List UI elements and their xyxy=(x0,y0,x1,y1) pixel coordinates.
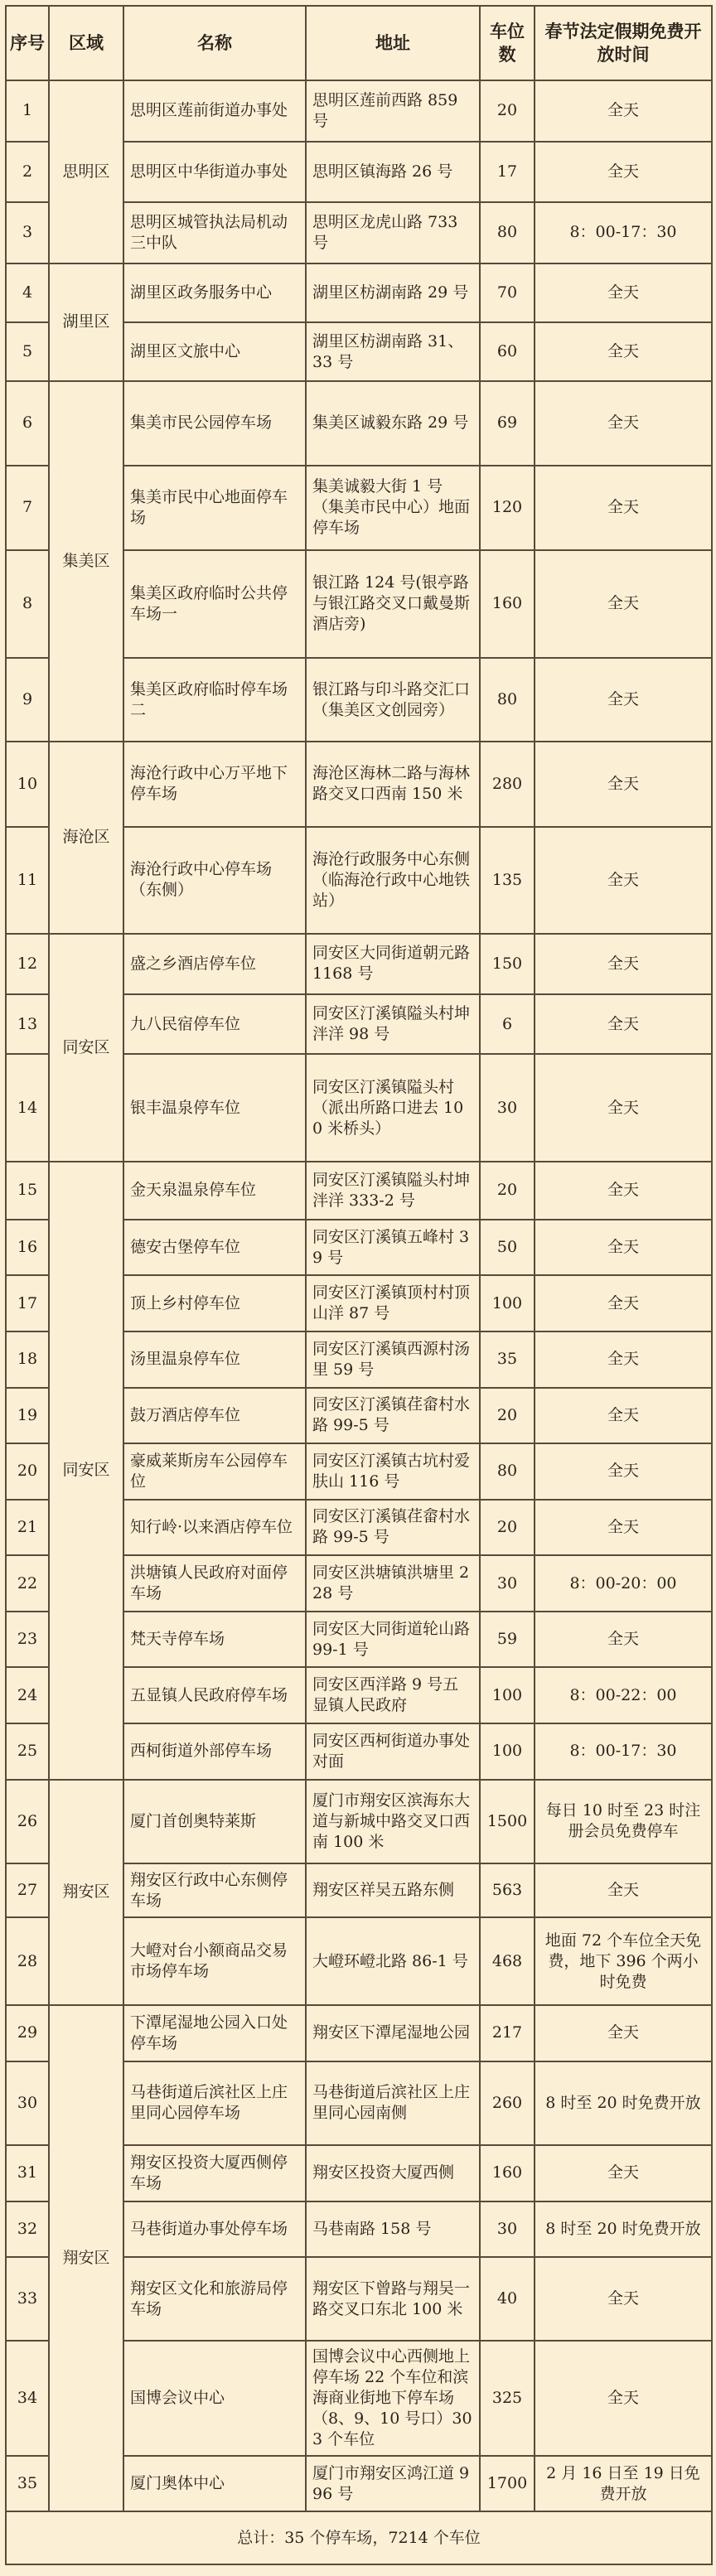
row-spaces: 30 xyxy=(480,1555,535,1612)
row-address: 翔安区祥吴五路东侧 xyxy=(306,1863,480,1917)
row-spaces: 30 xyxy=(480,2201,535,2258)
row-time: 8 时至 20 时免费开放 xyxy=(535,2201,712,2258)
row-name: 九八民宿停车位 xyxy=(123,994,306,1054)
row-spaces: 135 xyxy=(480,827,535,934)
row-time: 全天 xyxy=(535,658,712,742)
table-row xyxy=(6,934,712,995)
row-address: 思明区镇海路 26 号 xyxy=(306,142,480,202)
row-address: 海沧行政服务中心东侧（临海沧行政中心地铁站） xyxy=(306,827,480,934)
row-address: 同安区汀溪镇五峰村 39 号 xyxy=(306,1220,480,1276)
total-row xyxy=(6,2511,712,2564)
row-address: 翔安区投资大厦西侧 xyxy=(306,2145,480,2201)
row-spaces: 40 xyxy=(480,2257,535,2341)
row-address: 湖里区枋湖南路 31、33 号 xyxy=(306,322,480,381)
row-address: 银江路与印斗路交汇口（集美区文创园旁） xyxy=(306,658,480,742)
row-name: 翔安区投资大厦西侧停车场 xyxy=(123,2145,306,2201)
row-seq: 24 xyxy=(6,1667,49,1723)
table-row xyxy=(6,2005,712,2061)
header-row xyxy=(6,6,712,80)
row-name: 集美市民公园停车场 xyxy=(123,381,306,465)
header-seq: 序号 xyxy=(6,6,49,80)
row-name: 国博会议中心 xyxy=(123,2341,306,2455)
row-name: 集美区政府临时停车场二 xyxy=(123,658,306,742)
row-time: 全天 xyxy=(535,142,712,202)
row-spaces: 35 xyxy=(480,1331,535,1388)
row-time: 全天 xyxy=(535,1054,712,1162)
row-seq: 23 xyxy=(6,1612,49,1668)
row-time: 全天 xyxy=(535,80,712,142)
row-time: 全天 xyxy=(535,2257,712,2341)
row-address: 马巷南路 158 号 xyxy=(306,2201,480,2258)
row-address: 同安区汀溪镇西源村汤里 59 号 xyxy=(306,1331,480,1388)
row-district: 海沧区 xyxy=(49,742,123,933)
row-seq: 30 xyxy=(6,2061,49,2145)
row-seq: 34 xyxy=(6,2341,49,2455)
row-seq: 14 xyxy=(6,1054,49,1162)
row-name: 湖里区政务服务中心 xyxy=(123,263,306,323)
parking-lot-table xyxy=(5,5,713,2565)
row-time: 全天 xyxy=(535,466,712,550)
row-name: 豪威莱斯房车公园停车位 xyxy=(123,1443,306,1500)
row-address: 翔安区下曾路与翔吴一路交叉口东北 100 米 xyxy=(306,2257,480,2341)
row-name: 汤里温泉停车位 xyxy=(123,1331,306,1388)
row-seq: 27 xyxy=(6,1863,49,1917)
row-spaces: 1700 xyxy=(480,2456,535,2512)
row-name: 德安古堡停车位 xyxy=(123,1220,306,1276)
row-time: 2 月 16 日至 19 日免费开放 xyxy=(535,2456,712,2512)
row-address: 海沧区海林二路与海林路交叉口西南 150 米 xyxy=(306,742,480,826)
row-name: 湖里区文旅中心 xyxy=(123,322,306,381)
row-address: 同安区西洋路 9 号五显镇人民政府 xyxy=(306,1667,480,1723)
row-address: 集美诚毅大街 1 号（集美市民中心）地面停车场 xyxy=(306,466,480,550)
row-seq: 8 xyxy=(6,550,49,658)
row-time: 全天 xyxy=(535,1612,712,1668)
row-name: 银丰温泉停车位 xyxy=(123,1054,306,1162)
row-district: 同安区 xyxy=(49,1162,123,1779)
row-spaces: 280 xyxy=(480,742,535,826)
row-seq: 7 xyxy=(6,466,49,550)
row-name: 思明区中华街道办事处 xyxy=(123,142,306,202)
row-name: 马巷街道办事处停车场 xyxy=(123,2201,306,2258)
row-spaces: 160 xyxy=(480,550,535,658)
row-name: 海沧行政中心万平地下停车场 xyxy=(123,742,306,826)
row-time: 8：00-17：30 xyxy=(535,1723,712,1780)
row-seq: 16 xyxy=(6,1220,49,1276)
row-time: 全天 xyxy=(535,381,712,465)
row-seq: 4 xyxy=(6,263,49,323)
row-name: 知行岭·以来酒店停车位 xyxy=(123,1500,306,1556)
row-address: 同安区洪塘镇洪塘里 228 号 xyxy=(306,1555,480,1612)
row-address: 同安区汀溪镇隘头村坤泮洋 333-2 号 xyxy=(306,1162,480,1220)
row-time: 全天 xyxy=(535,1331,712,1388)
row-time: 8：00-17：30 xyxy=(535,202,712,263)
row-spaces: 80 xyxy=(480,1443,535,1500)
row-time: 全天 xyxy=(535,2005,712,2061)
row-time: 8：00-22：00 xyxy=(535,1667,712,1723)
row-time: 8：00-20：00 xyxy=(535,1555,712,1612)
row-spaces: 80 xyxy=(480,658,535,742)
table-row xyxy=(6,1780,712,1863)
row-district: 翔安区 xyxy=(49,1780,123,2005)
table-row xyxy=(6,1162,712,1220)
row-time: 全天 xyxy=(535,742,712,826)
row-spaces: 100 xyxy=(480,1667,535,1723)
row-seq: 3 xyxy=(6,202,49,263)
total-summary: 总计：35 个停车场，7214 个车位 xyxy=(6,2511,712,2564)
row-address: 同安区西柯街道办事处对面 xyxy=(306,1723,480,1780)
row-spaces: 150 xyxy=(480,934,535,995)
row-name: 翔安区行政中心东侧停车场 xyxy=(123,1863,306,1917)
row-time: 全天 xyxy=(535,1500,712,1556)
row-name: 马巷街道后滨社区上庄里同心园停车场 xyxy=(123,2061,306,2145)
row-address: 同安区汀溪镇古坑村爱肤山 116 号 xyxy=(306,1443,480,1500)
row-seq: 9 xyxy=(6,658,49,742)
row-name: 厦门首创奥特莱斯 xyxy=(123,1780,306,1863)
header-spaces: 车位数 xyxy=(480,6,535,80)
row-name: 海沧行政中心停车场（东侧） xyxy=(123,827,306,934)
row-address: 同安区汀溪镇荏畲村水路 99-5 号 xyxy=(306,1500,480,1556)
row-spaces: 260 xyxy=(480,2061,535,2145)
row-address: 马巷街道后滨社区上庄里同心园南侧 xyxy=(306,2061,480,2145)
row-seq: 15 xyxy=(6,1162,49,1220)
row-name: 集美区政府临时公共停车场一 xyxy=(123,550,306,658)
row-spaces: 100 xyxy=(480,1275,535,1331)
row-address: 银江路 124 号(银亭路与银江路交叉口戴曼斯酒店旁) xyxy=(306,550,480,658)
row-address: 同安区汀溪镇顶村村顶山洋 87 号 xyxy=(306,1275,480,1331)
row-name: 顶上乡村停车位 xyxy=(123,1275,306,1331)
row-seq: 12 xyxy=(6,934,49,995)
row-name: 思明区城管执法局机动三中队 xyxy=(123,202,306,263)
row-district: 思明区 xyxy=(49,80,123,263)
row-spaces: 17 xyxy=(480,142,535,202)
row-time: 全天 xyxy=(535,994,712,1054)
row-address: 同安区大同街道朝元路 1168 号 xyxy=(306,934,480,995)
row-address: 国博会议中心西侧地上停车场 22 个车位和滨海商业街地下停车场（8、9、10 号口）303 个车位 xyxy=(306,2341,480,2455)
row-name: 思明区莲前街道办事处 xyxy=(123,80,306,142)
row-name: 盛之乡酒店停车位 xyxy=(123,934,306,995)
row-spaces: 6 xyxy=(480,994,535,1054)
row-time: 8 时至 20 时免费开放 xyxy=(535,2061,712,2145)
row-time: 全天 xyxy=(535,263,712,323)
row-district: 同安区 xyxy=(49,934,123,1162)
table-row xyxy=(6,263,712,323)
row-seq: 22 xyxy=(6,1555,49,1612)
row-name: 鼓万酒店停车位 xyxy=(123,1388,306,1444)
row-seq: 11 xyxy=(6,827,49,934)
header-district: 区域 xyxy=(49,6,123,80)
row-address: 湖里区枋湖南路 29 号 xyxy=(306,263,480,323)
row-seq: 21 xyxy=(6,1500,49,1556)
row-name: 集美市民中心地面停车场 xyxy=(123,466,306,550)
row-seq: 13 xyxy=(6,994,49,1054)
row-spaces: 325 xyxy=(480,2341,535,2455)
table-row xyxy=(6,742,712,826)
row-seq: 20 xyxy=(6,1443,49,1500)
row-spaces: 20 xyxy=(480,1500,535,1556)
row-name: 金天泉温泉停车位 xyxy=(123,1162,306,1220)
row-seq: 29 xyxy=(6,2005,49,2061)
row-spaces: 20 xyxy=(480,1388,535,1444)
header-name: 名称 xyxy=(123,6,306,80)
row-seq: 33 xyxy=(6,2257,49,2341)
row-address: 同安区汀溪镇隘头村（派出所路口进去 100 米桥头） xyxy=(306,1054,480,1162)
row-time: 每日 10 时至 23 时注册会员免费停车 xyxy=(535,1780,712,1863)
row-name: 梵天寺停车场 xyxy=(123,1612,306,1668)
row-name: 大嶝对台小额商品交易市场停车场 xyxy=(123,1917,306,2005)
row-address: 思明区莲前西路 859 号 xyxy=(306,80,480,142)
row-spaces: 160 xyxy=(480,2145,535,2201)
row-spaces: 217 xyxy=(480,2005,535,2061)
row-name: 翔安区文化和旅游局停车场 xyxy=(123,2257,306,2341)
row-district: 集美区 xyxy=(49,381,123,742)
row-seq: 1 xyxy=(6,80,49,142)
row-name: 下潭尾湿地公园入口处停车场 xyxy=(123,2005,306,2061)
row-time: 全天 xyxy=(535,322,712,381)
row-spaces: 563 xyxy=(480,1863,535,1917)
row-time: 地面 72 个车位全天免费，地下 396 个两小时免费 xyxy=(535,1917,712,2005)
table-row xyxy=(6,80,712,142)
row-address: 大嶝环嶝北路 86-1 号 xyxy=(306,1917,480,2005)
row-district: 湖里区 xyxy=(49,263,123,382)
row-time: 全天 xyxy=(535,1275,712,1331)
row-spaces: 69 xyxy=(480,381,535,465)
row-address: 翔安区下潭尾湿地公园 xyxy=(306,2005,480,2061)
row-name: 厦门奥体中心 xyxy=(123,2456,306,2512)
row-spaces: 1500 xyxy=(480,1780,535,1863)
row-seq: 6 xyxy=(6,381,49,465)
row-spaces: 60 xyxy=(480,322,535,381)
row-seq: 35 xyxy=(6,2456,49,2512)
row-time: 全天 xyxy=(535,2341,712,2455)
row-address: 厦门市翔安区滨海东大道与新城中路交叉口西南 100 米 xyxy=(306,1780,480,1863)
row-time: 全天 xyxy=(535,1220,712,1276)
row-time: 全天 xyxy=(535,1443,712,1500)
row-spaces: 20 xyxy=(480,80,535,142)
row-spaces: 80 xyxy=(480,202,535,263)
row-seq: 19 xyxy=(6,1388,49,1444)
row-time: 全天 xyxy=(535,1162,712,1220)
row-spaces: 70 xyxy=(480,263,535,323)
row-time: 全天 xyxy=(535,2145,712,2201)
row-time: 全天 xyxy=(535,827,712,934)
row-seq: 10 xyxy=(6,742,49,826)
row-spaces: 30 xyxy=(480,1054,535,1162)
header-free-time: 春节法定假期免费开放时间 xyxy=(535,6,712,80)
table-row xyxy=(6,381,712,465)
row-address: 集美区诚毅东路 29 号 xyxy=(306,381,480,465)
row-spaces: 120 xyxy=(480,466,535,550)
row-name: 五显镇人民政府停车场 xyxy=(123,1667,306,1723)
row-seq: 32 xyxy=(6,2201,49,2258)
row-seq: 5 xyxy=(6,322,49,381)
row-address: 思明区龙虎山路 733 号 xyxy=(306,202,480,263)
row-district: 翔安区 xyxy=(49,2005,123,2511)
row-address: 厦门市翔安区鸿江道 996 号 xyxy=(306,2456,480,2512)
row-spaces: 468 xyxy=(480,1917,535,2005)
row-spaces: 50 xyxy=(480,1220,535,1276)
row-seq: 28 xyxy=(6,1917,49,2005)
row-seq: 2 xyxy=(6,142,49,202)
row-address: 同安区大同街道轮山路 99-1 号 xyxy=(306,1612,480,1668)
row-seq: 17 xyxy=(6,1275,49,1331)
row-seq: 25 xyxy=(6,1723,49,1780)
row-spaces: 59 xyxy=(480,1612,535,1668)
row-seq: 26 xyxy=(6,1780,49,1863)
row-time: 全天 xyxy=(535,934,712,995)
row-seq: 18 xyxy=(6,1331,49,1388)
row-time: 全天 xyxy=(535,550,712,658)
row-address: 同安区汀溪镇隘头村坤泮洋 98 号 xyxy=(306,994,480,1054)
row-name: 洪塘镇人民政府对面停车场 xyxy=(123,1555,306,1612)
row-time: 全天 xyxy=(535,1863,712,1917)
row-spaces: 20 xyxy=(480,1162,535,1220)
row-seq: 31 xyxy=(6,2145,49,2201)
row-time: 全天 xyxy=(535,1388,712,1444)
row-spaces: 100 xyxy=(480,1723,535,1780)
row-name: 西柯街道外部停车场 xyxy=(123,1723,306,1780)
header-address: 地址 xyxy=(306,6,480,80)
row-address: 同安区汀溪镇荏畲村水路 99-5 号 xyxy=(306,1388,480,1444)
